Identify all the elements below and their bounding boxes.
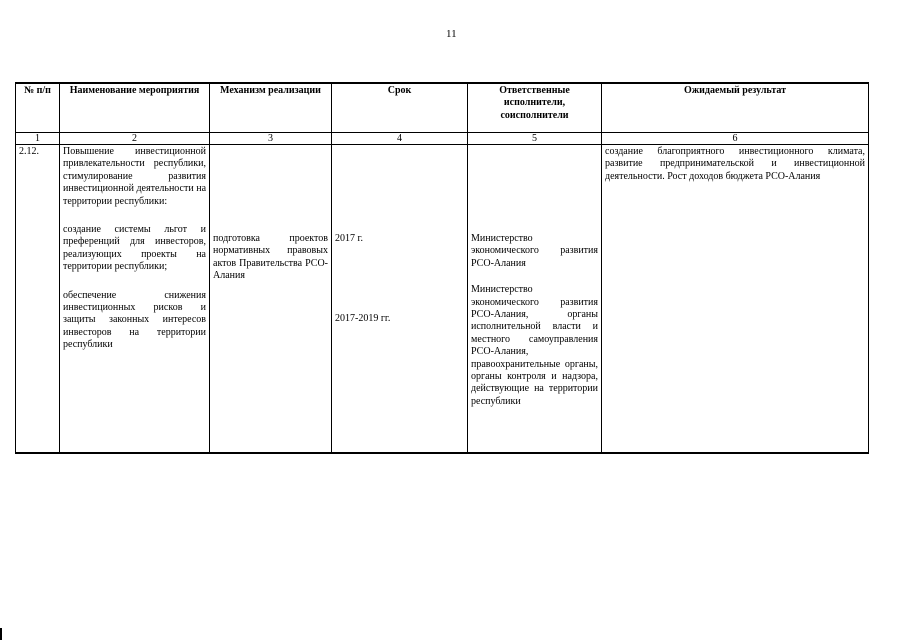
table-row	[16, 145, 869, 454]
row-mechanism-cell	[210, 145, 332, 454]
header-row	[16, 83, 869, 133]
header-name: Наименование мероприятия	[60, 83, 210, 133]
row-name-item-1: создание системы льгот и преференций для инвесторов, реализующих проекты на территории республики;	[63, 224, 206, 273]
scan-edge-mark	[0, 628, 2, 640]
row-responsible-item-2: Министерство экономического развития РСО-Алания, органы исполнительной власти и местного самоуправления РСО-Алания, правоохранительные органы, органы контроля и надзора, действующие на территории республики	[471, 284, 598, 407]
header-term: Срок	[332, 83, 468, 133]
row-result: создание благоприятного инвестиционного климата, развитие предпринимательской и инвестиционной деятельности. Рост доходов бюджета РСО-Алания	[605, 146, 865, 182]
measures-table	[15, 82, 869, 454]
row-responsible-item-1: Министерство экономического развития РСО-Алания	[471, 233, 598, 269]
column-number: 6	[602, 133, 869, 145]
column-numbers-row	[16, 133, 869, 145]
row-term-cell	[332, 145, 468, 454]
row-name-intro: Повышение инвестиционной привлекательности республики, стимулирование развития инвестиционной деятельности на территории республики:	[63, 146, 207, 207]
row-responsible-cell	[468, 145, 602, 454]
row-name-cell	[60, 145, 210, 454]
column-number: 4	[332, 133, 468, 145]
row-name-item-2: обеспечение снижения инвестиционных рисков и защиты законных интересов инвесторов на территории республики	[63, 289, 206, 351]
row-term-item-1: 2017 г.	[335, 233, 363, 244]
column-number: 2	[60, 133, 210, 145]
header-result: Ожидаемый результат	[602, 83, 869, 133]
column-number: 5	[468, 133, 602, 145]
column-number: 1	[16, 133, 60, 145]
header-responsible: Ответственные исполнители, соисполнители	[468, 83, 602, 133]
row-result-cell	[602, 145, 869, 454]
column-number: 3	[210, 133, 332, 145]
row-number: 2.12.	[16, 145, 60, 454]
header-num: № п/п	[16, 83, 60, 133]
header-mechanism: Механизм реализации	[210, 83, 332, 133]
page-number: 11	[446, 28, 457, 40]
row-mechanism-item-1: подготовка проектов нормативных правовых актов Правительства РСО-Алания	[213, 233, 328, 282]
row-term-item-2: 2017-2019 гг.	[335, 313, 391, 325]
